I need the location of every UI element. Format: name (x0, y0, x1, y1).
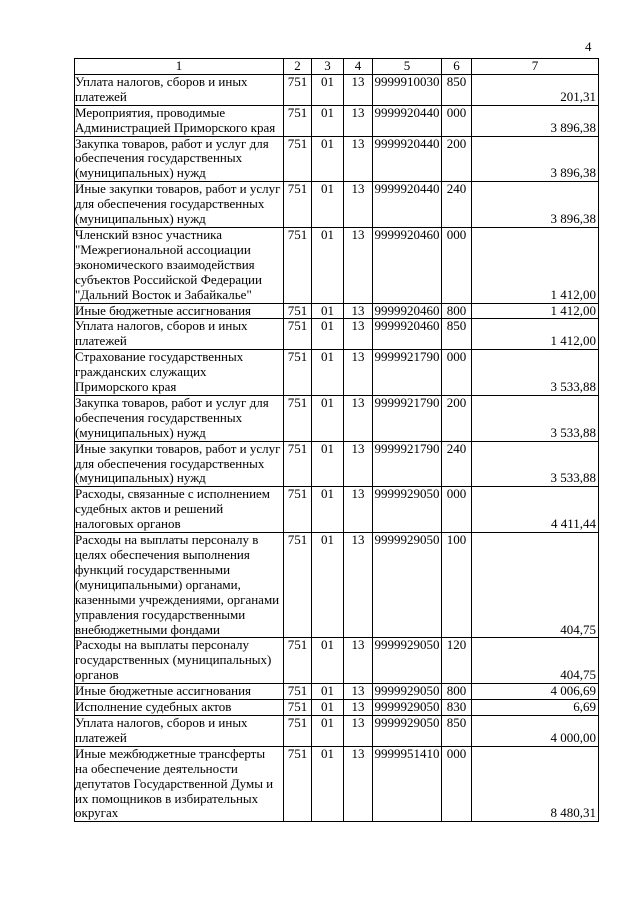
col-4-value: 13 (344, 533, 373, 638)
row-amount: 3 896,38 (472, 136, 599, 182)
col-4-value: 13 (344, 105, 373, 136)
table-row (75, 227, 599, 303)
col-5-value: 9999920460 (374, 302, 440, 318)
col-2-value: 751 (284, 319, 312, 350)
col-6-value: 850 (442, 715, 472, 746)
row-amount: 404,75 (472, 638, 599, 684)
col-4-value: 13 (344, 350, 373, 396)
col-3-value: 01 (312, 136, 344, 182)
row-amount: 3 896,38 (472, 105, 599, 136)
row-label: Уплата налогов, сборов и иных платежей (75, 715, 284, 746)
table-row (75, 487, 599, 533)
column-header-3: 3 (312, 59, 344, 75)
col-3-value: 01 (312, 74, 344, 105)
col-6-value: 800 (442, 303, 472, 319)
table-row (75, 319, 599, 350)
col-5-value: 9999920440 (373, 136, 442, 182)
table-row (75, 746, 599, 822)
column-header-7: 7 (472, 59, 599, 75)
col-6-value: 240 (442, 182, 472, 228)
row-label: Страхование государственных гражданских служащих Приморского края (75, 350, 284, 396)
col-5-value: 9999929050 (374, 699, 440, 715)
col-4-value: 13 (344, 638, 373, 684)
row-amount: 1 412,00 (472, 319, 599, 350)
column-header-2: 2 (284, 59, 312, 75)
table-row (75, 303, 599, 319)
column-header-1: 1 (75, 59, 284, 75)
col-4-value: 13 (344, 700, 373, 716)
row-label: Закупка товаров, работ и услуг для обеспечения государственных (муниципальных) нужд (75, 395, 284, 441)
col-4-value: 13 (344, 303, 373, 319)
col-5-value: 9999920460 (373, 319, 442, 350)
col-5-value: 9999929050 (374, 683, 440, 699)
row-label: Членский взнос участника "Межрегиональной ассоциации экономического взаимодействия субъектов Российской Федерации "Дальний Восток и Забайкалье" (75, 227, 284, 303)
budget-table (74, 58, 599, 822)
col-5-value: 9999920440 (373, 105, 442, 136)
row-label: Иные закупки товаров, работ и услуг для обеспечения государственных (муниципальных) нужд (75, 441, 284, 487)
col-3-value: 01 (312, 350, 344, 396)
col-2-value: 751 (284, 441, 312, 487)
col-6-value: 850 (442, 319, 472, 350)
row-label: Уплата налогов, сборов и иных платежей (75, 319, 284, 350)
col-6-value: 000 (442, 105, 472, 136)
table-row (75, 638, 599, 684)
col-6-value: 000 (442, 487, 472, 533)
col-5-value: 9999929050 (373, 715, 442, 746)
col-3-value: 01 (312, 395, 344, 441)
row-amount: 4 411,44 (472, 487, 599, 533)
col-3-value: 01 (312, 487, 344, 533)
col-3-value: 01 (312, 319, 344, 350)
col-4-value: 13 (344, 136, 373, 182)
col-6-value: 200 (442, 395, 472, 441)
col-4-value: 13 (344, 319, 373, 350)
col-6-value: 100 (442, 533, 472, 638)
row-amount: 3 533,88 (472, 395, 599, 441)
col-2-value: 751 (284, 638, 312, 684)
col-6-value: 000 (442, 350, 472, 396)
col-6-value: 240 (442, 441, 472, 487)
row-amount: 8 480,31 (472, 746, 599, 822)
row-amount: 3 533,88 (472, 441, 599, 487)
row-amount: 3 896,38 (472, 182, 599, 228)
col-5-value: 9999929050 (373, 638, 442, 684)
col-2-value: 751 (284, 684, 312, 700)
col-4-value: 13 (344, 487, 373, 533)
col-5-value: 9999921790 (373, 350, 442, 396)
row-amount: 1 412,00 (472, 303, 599, 319)
row-label: Исполнение судебных актов (75, 700, 284, 716)
col-2-value: 751 (284, 350, 312, 396)
row-label: Иные закупки товаров, работ и услуг для обеспечения государственных (муниципальных) нужд (75, 182, 284, 228)
table-row (75, 74, 599, 105)
col-3-value: 01 (312, 700, 344, 716)
col-4-value: 13 (344, 715, 373, 746)
col-5-value: 9999921790 (373, 441, 442, 487)
col-6-value: 800 (442, 684, 472, 700)
table-row (75, 395, 599, 441)
col-6-value: 120 (442, 638, 472, 684)
col-4-value: 13 (344, 74, 373, 105)
col-2-value: 751 (284, 746, 312, 822)
col-6-value: 830 (442, 700, 472, 716)
row-label: Мероприятия, проводимые Администрацией Приморского края (75, 105, 284, 136)
col-5-value: 9999951410 (373, 746, 442, 822)
table-row (75, 350, 599, 396)
row-amount: 3 533,88 (472, 350, 599, 396)
col-5-value: 9999920440 (373, 182, 442, 228)
row-label: Иные бюджетные ассигнования (75, 303, 284, 319)
col-2-value: 751 (284, 533, 312, 638)
col-6-value: 000 (442, 746, 472, 822)
table-row (75, 105, 599, 136)
col-4-value: 13 (344, 684, 373, 700)
col-3-value: 01 (312, 746, 344, 822)
col-2-value: 751 (284, 136, 312, 182)
column-header-4: 4 (344, 59, 373, 75)
col-3-value: 01 (312, 533, 344, 638)
row-label: Иные межбюджетные трансферты на обеспечение деятельности депутатов Государственной Думы и их помощников в избирательных округах (75, 746, 284, 822)
row-label: Расходы на выплаты персоналу государственных (муниципальных) органов (75, 638, 284, 684)
table-row (75, 684, 599, 700)
col-4-value: 13 (344, 441, 373, 487)
col-3-value: 01 (312, 441, 344, 487)
col-4-value: 13 (344, 746, 373, 822)
col-3-value: 01 (312, 638, 344, 684)
table-row (75, 533, 599, 638)
col-3-value: 01 (312, 684, 344, 700)
row-label: Уплата налогов, сборов и иных платежей (75, 74, 284, 105)
col-6-value: 000 (442, 227, 472, 303)
row-amount: 201,31 (472, 74, 599, 105)
col-3-value: 01 (312, 303, 344, 319)
column-header-6: 6 (442, 59, 472, 75)
table-row (75, 136, 599, 182)
header-row (75, 59, 599, 75)
col-2-value: 751 (284, 700, 312, 716)
col-5-value: 9999929050 (373, 533, 442, 638)
col-3-value: 01 (312, 182, 344, 228)
table-row (75, 441, 599, 487)
row-label: Расходы, связанные с исполнением судебных актов и решений налоговых органов (75, 487, 284, 533)
col-5-value: 9999921790 (373, 395, 442, 441)
col-5-value: 9999910030 (373, 74, 442, 105)
col-6-value: 200 (442, 136, 472, 182)
row-amount: 404,75 (472, 533, 599, 638)
row-amount: 4 006,69 (472, 684, 599, 700)
row-amount: 6,69 (472, 700, 599, 716)
col-3-value: 01 (312, 715, 344, 746)
row-amount: 4 000,00 (472, 715, 599, 746)
table-row (75, 715, 599, 746)
col-2-value: 751 (284, 487, 312, 533)
row-amount: 1 412,00 (472, 227, 599, 303)
table-row (75, 700, 599, 716)
col-2-value: 751 (284, 715, 312, 746)
col-2-value: 751 (284, 74, 312, 105)
page-number: 4 (585, 39, 592, 54)
col-4-value: 13 (344, 395, 373, 441)
col-2-value: 751 (284, 105, 312, 136)
col-2-value: 751 (284, 395, 312, 441)
col-5-value: 9999929050 (373, 487, 442, 533)
col-4-value: 13 (344, 227, 373, 303)
col-6-value: 850 (442, 74, 472, 105)
col-3-value: 01 (312, 105, 344, 136)
row-label: Иные бюджетные ассигнования (75, 684, 284, 700)
col-2-value: 751 (284, 303, 312, 319)
table-row (75, 182, 599, 228)
row-label: Расходы на выплаты персоналу в целях обеспечения выполнения функций государственными (муниципальными) органами, казенными учреждениями, органами управления государственными внебюджетными фондами (75, 533, 284, 638)
col-4-value: 13 (344, 182, 373, 228)
col-2-value: 751 (284, 182, 312, 228)
row-label: Закупка товаров, работ и услуг для обеспечения государственных (муниципальных) нужд (75, 136, 284, 182)
column-header-5: 5 (373, 59, 442, 75)
col-3-value: 01 (312, 227, 344, 303)
col-5-value: 9999920460 (373, 227, 442, 303)
col-2-value: 751 (284, 227, 312, 303)
